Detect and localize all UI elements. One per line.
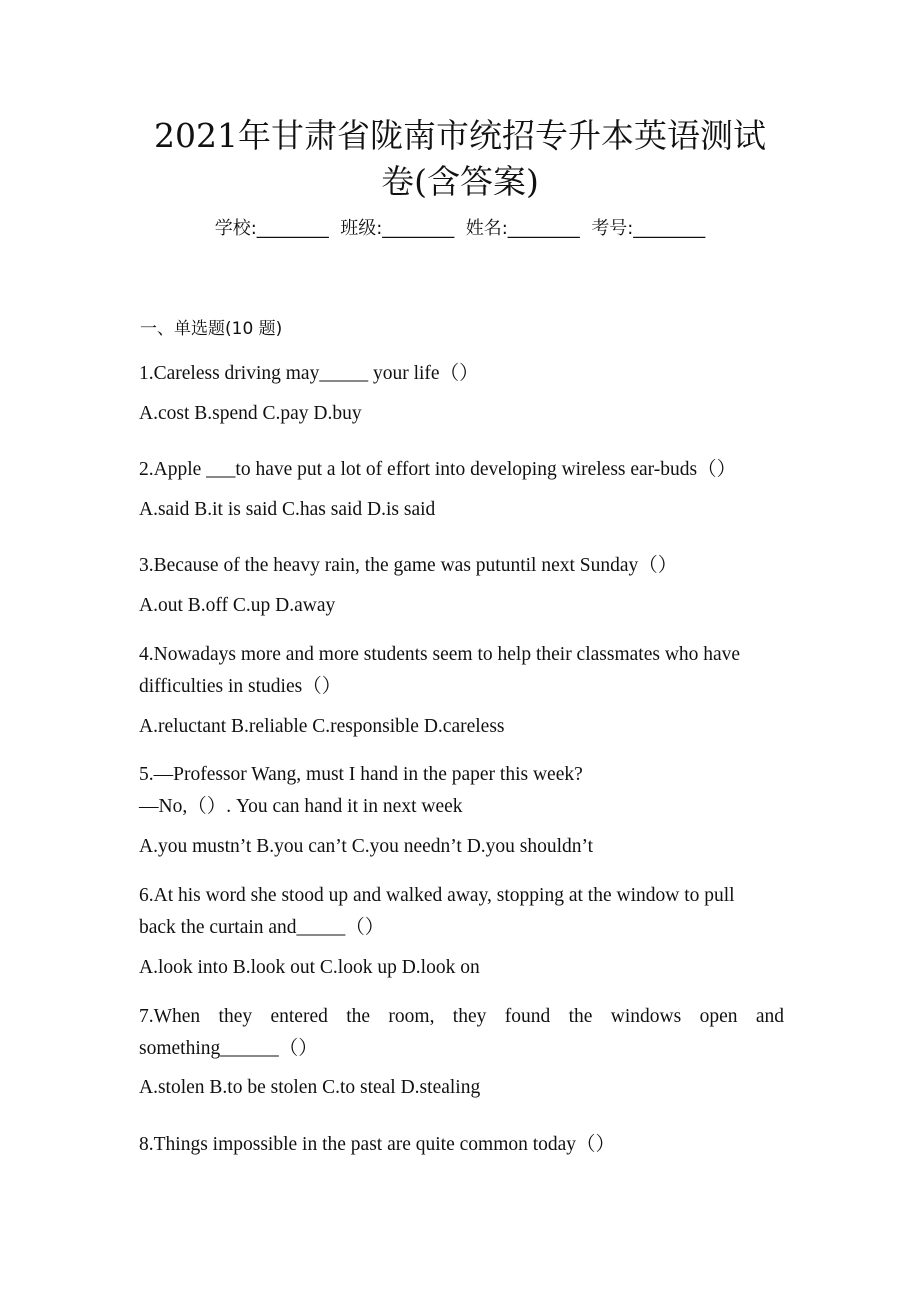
exam-title-line-2: 卷(含答案) [381,162,539,201]
question-2-stem: 2.Apple ___to have put a lot of effort into developing wireless ear-buds（） [139,459,737,480]
question-5-options: A.you mustn’t B.you can’t C.you needn’t D.you shouldn’t [139,836,594,857]
question-3-options: A.out B.off C.up D.away [139,595,336,616]
question-5-stem-line-1: 5.—Professor Wang, must I hand in the paper this week? [139,764,583,785]
question-8-stem: 8.Things impossible in the past are quite common today（） [139,1134,616,1155]
question-7-stem-line-2: something______（） [139,1038,318,1059]
question-6-stem-line-1: 6.At his word she stood up and walked away, stopping at the window to pull [139,885,735,906]
section-heading [140,316,282,342]
question-4-stem-line-1: 4.Nowadays more and more students seem to help their classmates who have [139,644,741,665]
question-7-stem-line-1: 7.When they entered the room, they found the windows open and [139,1006,784,1027]
question-4-stem-line-2: difficulties in studies（） [139,676,342,697]
student-info-line: 学校:________ 班级:________ 姓名:________ 考号:________ [214,218,706,239]
exam-title-line-1: 2021年甘肃省陇南市统招专升本英语测试 [154,116,766,155]
question-3-stem: 3.Because of the heavy rain, the game was putuntil next Sunday（） [139,555,678,576]
section-heading-text: 一、单选题(10 题) [140,319,283,339]
question-5-stem-line-2: —No,（）. You can hand it in next week [139,796,463,817]
question-6-options: A.look into B.look out C.look up D.look on [139,957,480,978]
question-4-options: A.reluctant B.reliable C.responsible D.careless [139,716,505,737]
question-6-stem-line-2: back the curtain and_____（） [139,917,385,938]
question-1-options: A.cost B.spend C.pay D.buy [139,403,362,424]
question-1-stem: 1.Careless driving may_____ your life（） [139,363,479,384]
question-2-options: A.said B.it is said C.has said D.is said [139,499,436,520]
question-7-options: A.stolen B.to be stolen C.to steal D.stealing [139,1077,481,1098]
